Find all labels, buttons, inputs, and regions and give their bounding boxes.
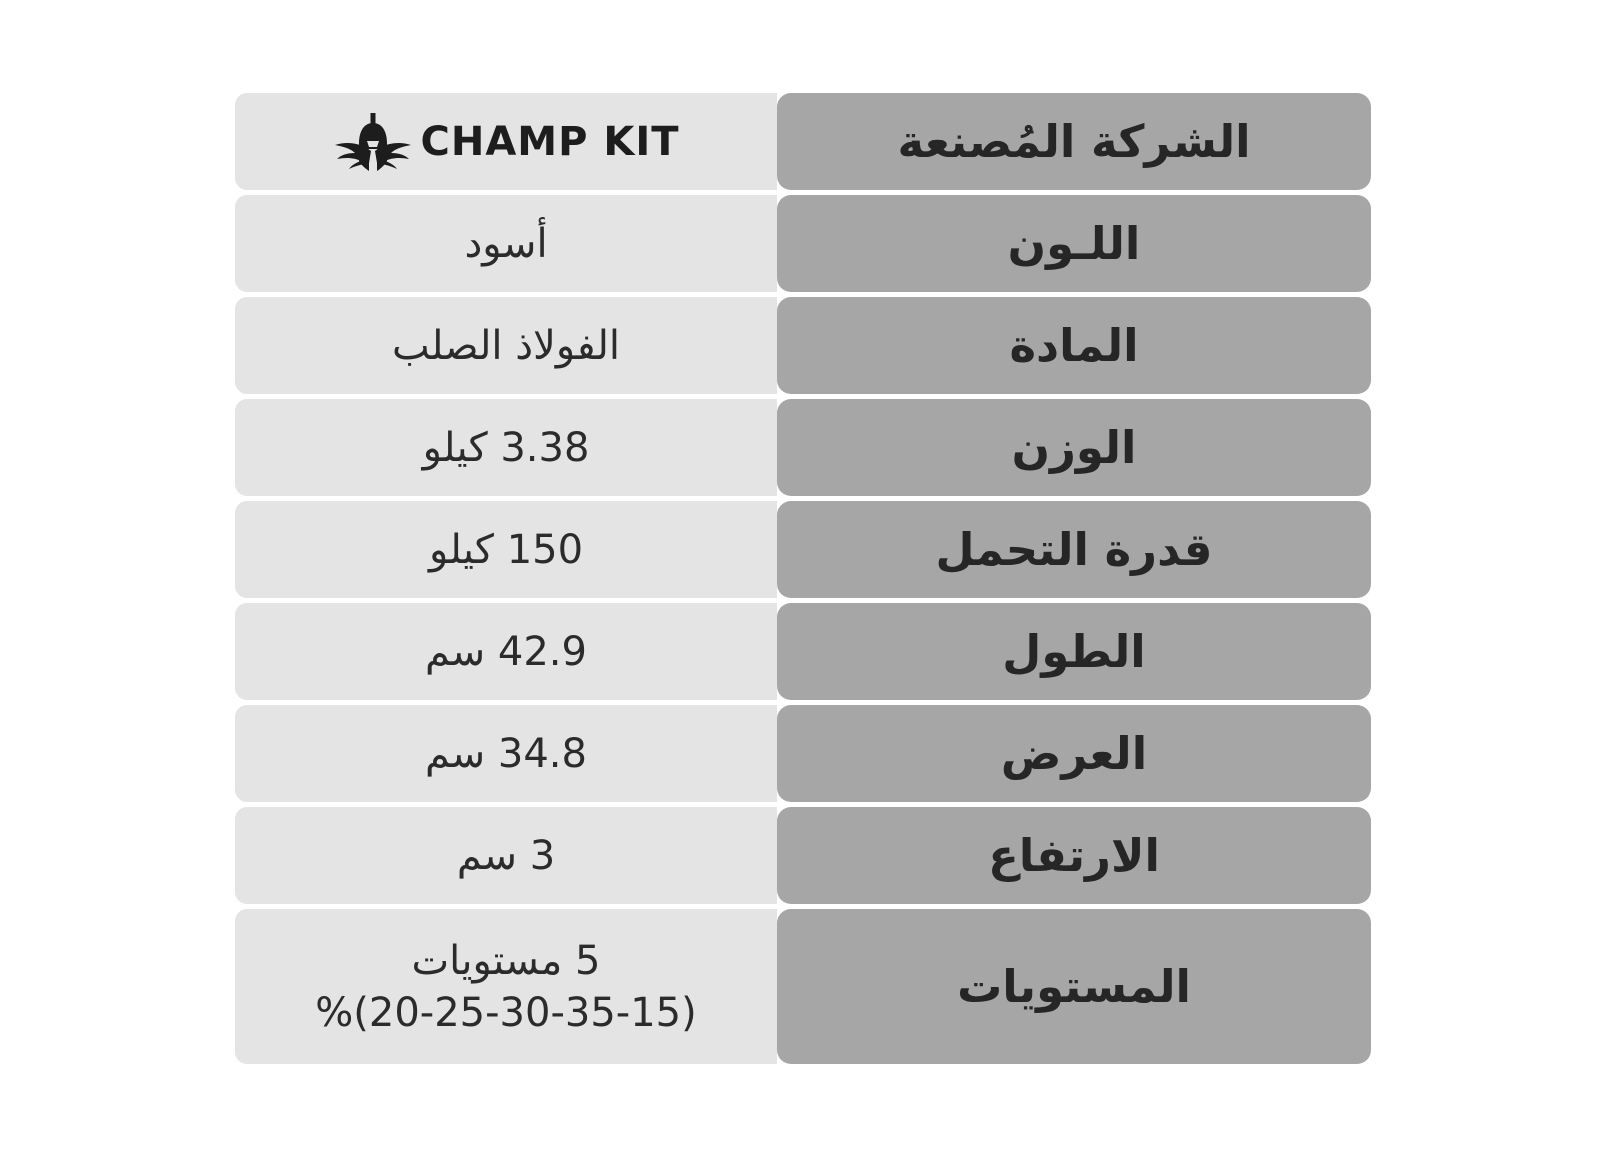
weight-label: الوزن bbox=[777, 399, 1371, 496]
spec-row-color bbox=[235, 195, 1371, 292]
width-label: العرض bbox=[777, 705, 1371, 802]
color-value: أسود bbox=[235, 195, 777, 292]
height-label: الارتفاع bbox=[777, 807, 1371, 904]
spec-row-levels bbox=[235, 909, 1371, 1064]
brand-logo bbox=[333, 111, 680, 173]
spec-row-material bbox=[235, 297, 1371, 394]
manufacturer-label: الشركة المُصنعة bbox=[777, 93, 1371, 190]
spec-table bbox=[235, 93, 1371, 1069]
color-label: اللـون bbox=[777, 195, 1371, 292]
load-capacity-value: 150 كيلو bbox=[235, 501, 777, 598]
levels-percentages: (20-25-30-35-15)% bbox=[315, 989, 697, 1036]
brand-name: CHAMP KIT bbox=[420, 118, 680, 165]
spec-row-width bbox=[235, 705, 1371, 802]
levels-count: 5 مستويات bbox=[411, 937, 601, 984]
material-label: المادة bbox=[777, 297, 1371, 394]
load-capacity-label: قدرة التحمل bbox=[777, 501, 1371, 598]
spec-row-weight bbox=[235, 399, 1371, 496]
spec-row-length bbox=[235, 603, 1371, 700]
length-label: الطول bbox=[777, 603, 1371, 700]
spec-row-load-capacity bbox=[235, 501, 1371, 598]
spartan-helmet-logo-icon bbox=[333, 111, 413, 173]
manufacturer-value bbox=[235, 93, 777, 190]
weight-value: 3.38 كيلو bbox=[235, 399, 777, 496]
levels-label: المستويات bbox=[777, 909, 1371, 1064]
spec-row-height bbox=[235, 807, 1371, 904]
length-value: 42.9 سم bbox=[235, 603, 777, 700]
spec-row-manufacturer bbox=[235, 93, 1371, 190]
material-value: الفولاذ الصلب bbox=[235, 297, 777, 394]
levels-value bbox=[235, 909, 777, 1064]
width-value: 34.8 سم bbox=[235, 705, 777, 802]
height-value: 3 سم bbox=[235, 807, 777, 904]
